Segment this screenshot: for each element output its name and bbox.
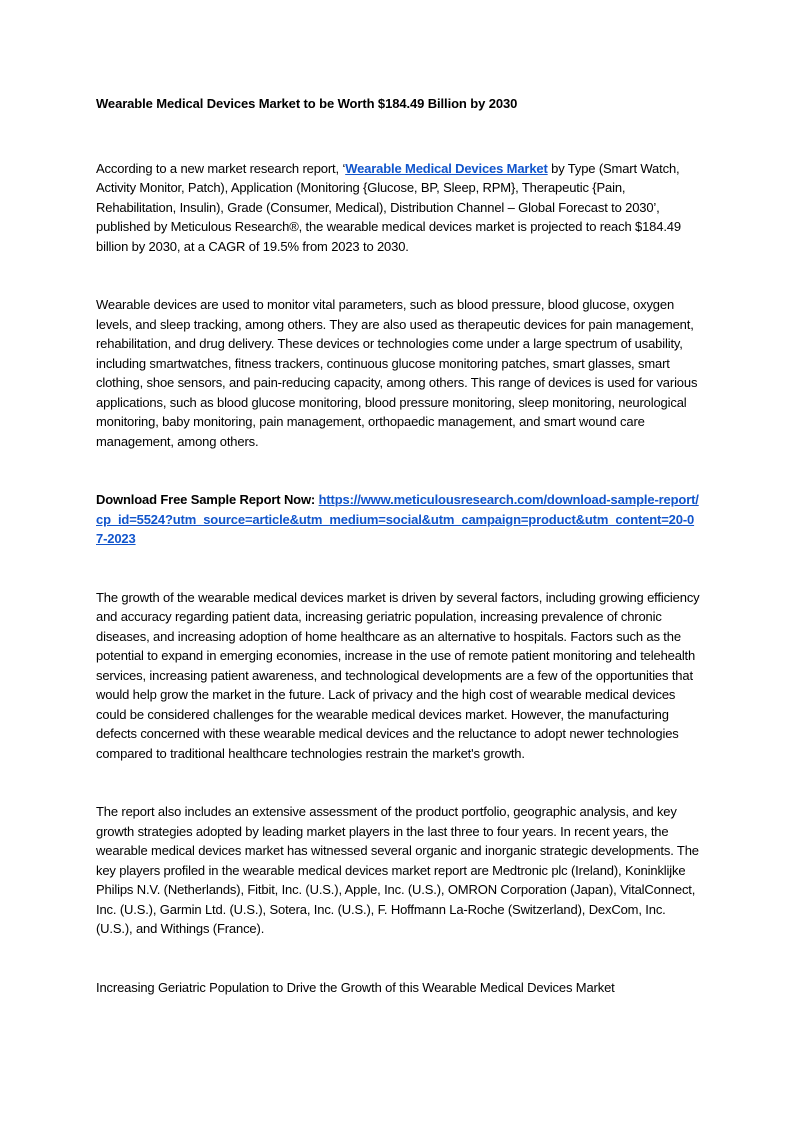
spacer [96,763,700,802]
growth-paragraph: The growth of the wearable medical devices market is driven by several factors, including growing efficiency and accuracy regarding patient data, increasing geriatric population, increasing prevalence of chronic diseases, and increasing adoption of home healthcare as an alternative to hospitals. Factors such as the potential to expand in emerging economies, increase in the use of remote patient monitoring and telehealth services, increasing patient awareness, and technological developments are a few of the opportunities that would help grow the market in the future. Lack of privacy and the high cost of wearable medical devices could be considered challenges for the wearable medical devices market. However, the manufacturing defects concerned with these wearable medical devices and the reluctance to adopt newer technologies compared to traditional healthcare technologies restrain the market's growth. [96,589,700,761]
download-sample-link[interactable]: https://www.meticulousresearch.com/download-sample-report/cp_id=5524?utm_source=article&utm_medium=social&utm_campaign=product&utm_content=20-07-2023 [96,492,699,546]
devices-paragraph: Wearable devices are used to monitor vital parameters, such as blood pressure, blood glucose, oxygen levels, and sleep tracking, among others. They are also used as therapeutic devices for pain management, rehabilitation, and drug delivery. These devices or technologies come under a large spectrum of usability, including smartwatches, fitness trackers, continuous glucose monitoring patches, smart glasses, smart clothing, shoe sensors, and pain-reducing capacity, among others. This range of devices is used for various applications, such as blood glucose monitoring, blood pressure monitoring, sleep monitoring, neurological monitoring, baby monitoring, pain management, orthopaedic management, and smart wound care management, among others. [96,297,698,449]
section-subheading: Increasing Geriatric Population to Drive the Growth of this Wearable Medical Devices Market [96,979,615,995]
spacer [96,451,700,490]
market-report-link[interactable]: Wearable Medical Devices Market [345,160,548,176]
intro-paragraph [96,159,700,257]
download-label: Download Free Sample Report Now: [96,492,319,507]
players-paragraph: The report also includes an extensive assessment of the product portfolio, geographic analysis, and key growth strategies adopted by leading market players in the last three to four years. In recent years, the wearable medical devices market has witnessed several organic and inorganic strategic developments. The key players profiled in the wearable medical devices market report are Medtronic plc (Ireland), Koninklijke Philips N.V. (Netherlands), Fitbit, Inc. (U.S.), Apple, Inc. (U.S.), OMRON Corporation (Japan), VitalConnect, Inc. (U.S.), Garmin Ltd. (U.S.), Sotera, Inc. (U.S.), F. Hoffmann La-Roche (Switzerland), DexCom, Inc. (U.S.), and Withings (France). [96,804,699,936]
spacer [96,256,700,295]
spacer [96,114,700,159]
intro-text-after-link: by Type (Smart Watch, Activity Monitor, Patch), Application (Monitoring {Glucose, BP, Sleep, RPM}, Therapeutic {Pain, Rehabilitation, Insulin), Grade (Consumer, Medical), Distribution Channel – Global Forecast to 2030’, published by Meticulous Research®, the wearable medical devices market is projected to reach $184.49 billion by 2030, at a CAGR of 19.5% from 2023 to 2030. [96,160,681,254]
download-paragraph [96,490,700,549]
spacer [96,549,700,588]
document-page [96,94,700,997]
intro-text-before-link: According to a new market research report, ‘ [96,160,346,176]
article-title: Wearable Medical Devices Market to be Worth $184.49 Billion by 2030 [96,96,518,111]
spacer [96,939,700,978]
